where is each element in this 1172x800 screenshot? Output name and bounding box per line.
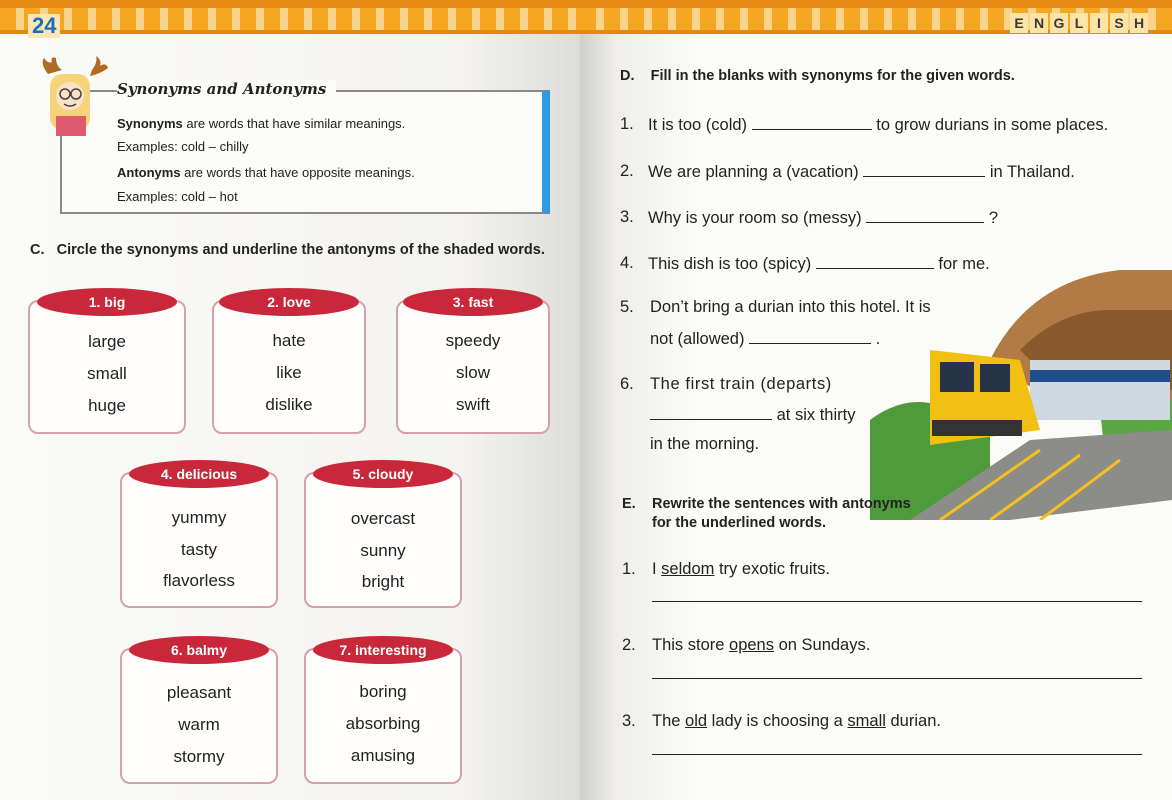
antonyms-definition xyxy=(117,165,415,180)
subject-letter: G xyxy=(1050,13,1068,33)
word-box-label: 5. cloudy xyxy=(313,460,453,488)
item-text: at six thirty xyxy=(776,406,856,424)
item-text: It is too (cold) xyxy=(648,116,748,134)
section-e-label: E. xyxy=(622,496,636,512)
item-number: 6. xyxy=(620,375,634,393)
section-c-instruction: Circle the synonyms and underline the antonyms of the shaded words. xyxy=(56,242,545,258)
synonyms-example: Examples: cold – chilly xyxy=(117,139,249,154)
word-option[interactable]: large xyxy=(88,332,126,351)
antonyms-def-text: are words that have opposite meanings. xyxy=(180,165,415,180)
synonyms-def-text: are words that have similar meanings. xyxy=(182,116,406,131)
word-box-3 xyxy=(396,294,550,434)
answer-line-1[interactable] xyxy=(652,601,1142,602)
item-text: ? xyxy=(988,209,998,227)
moose-mascot-icon xyxy=(34,56,114,136)
item-number: 2. xyxy=(620,162,634,180)
word-box-label: 1. big xyxy=(37,288,177,316)
item-number: 3. xyxy=(620,208,634,226)
word-option[interactable]: yummy xyxy=(171,508,227,527)
section-d-heading xyxy=(620,68,1015,84)
subject-letter: I xyxy=(1090,13,1108,33)
fill-item-3 xyxy=(648,208,998,228)
word-option[interactable]: tasty xyxy=(181,540,217,559)
item-text: on Sundays. xyxy=(774,636,871,654)
word-option[interactable]: huge xyxy=(88,396,126,415)
subject-letter: N xyxy=(1030,13,1048,33)
section-e-heading xyxy=(622,496,911,531)
item-text: to grow durians in some places. xyxy=(876,116,1109,134)
fill-item-4 xyxy=(648,254,990,274)
rewrite-item-3 xyxy=(652,712,941,731)
word-option[interactable]: boring xyxy=(359,682,407,701)
item-text: This dish is too (spicy) xyxy=(648,255,812,273)
subject-letter: H xyxy=(1130,13,1148,33)
subject-letter: L xyxy=(1070,13,1088,33)
word-option[interactable]: dislike xyxy=(265,395,313,414)
word-option[interactable]: flavorless xyxy=(163,571,235,590)
item-number: 1. xyxy=(622,560,636,578)
header-stripe-top xyxy=(0,0,580,8)
word-option[interactable]: amusing xyxy=(350,746,416,765)
item-text: try exotic fruits. xyxy=(714,560,830,578)
word-option[interactable]: absorbing xyxy=(345,714,421,733)
item-number: 1. xyxy=(620,115,634,133)
word-option[interactable]: warm xyxy=(178,715,220,734)
fill-item-2 xyxy=(648,162,1075,182)
info-box xyxy=(60,80,550,214)
word-option[interactable]: stormy xyxy=(173,747,225,766)
word-option[interactable]: hate xyxy=(272,331,306,350)
item-text: durian. xyxy=(885,712,941,730)
answer-blank[interactable] xyxy=(866,208,984,223)
word-box-2 xyxy=(212,294,366,434)
answer-line-3[interactable] xyxy=(652,754,1142,755)
word-box-7 xyxy=(304,642,462,784)
answer-blank[interactable] xyxy=(816,254,934,269)
word-option[interactable]: bright xyxy=(361,572,405,591)
underlined-word: seldom xyxy=(661,560,715,578)
rewrite-item-2 xyxy=(652,636,870,655)
word-box-1 xyxy=(28,294,186,434)
item-text: Why is your room so (messy) xyxy=(648,209,862,227)
item-text: for me. xyxy=(938,255,990,273)
word-box-label: 6. balmy xyxy=(129,636,269,664)
word-box-6 xyxy=(120,642,278,784)
item-number: 4. xyxy=(620,254,634,272)
item-text: not (allowed) xyxy=(650,330,745,348)
word-box-5 xyxy=(304,466,462,608)
section-c-heading xyxy=(30,242,545,258)
item-text: lady is choosing a xyxy=(707,712,848,730)
synonyms-definition xyxy=(117,116,405,131)
fill-item-5-line1: Don’t bring a durian into this hotel. It is xyxy=(650,298,931,316)
word-option[interactable]: speedy xyxy=(445,331,501,350)
answer-line-2[interactable] xyxy=(652,678,1142,679)
item-text: in Thailand. xyxy=(989,163,1075,181)
subject-letter: E xyxy=(1010,13,1028,33)
underlined-word: opens xyxy=(729,636,774,654)
section-d-instruction: Fill in the blanks with synonyms for the given words. xyxy=(650,68,1015,84)
word-option[interactable]: overcast xyxy=(350,509,416,528)
antonyms-example: Examples: cold – hot xyxy=(117,189,238,204)
section-e-instruction-line2: for the underlined words. xyxy=(652,515,827,531)
fill-item-6-line3: in the morning. xyxy=(650,435,760,453)
fill-item-6-line2 xyxy=(650,405,855,425)
item-number: 2. xyxy=(622,636,636,654)
answer-blank[interactable] xyxy=(863,162,985,177)
word-box-label: 7. interesting xyxy=(313,636,453,664)
word-option[interactable]: pleasant xyxy=(166,683,232,702)
word-option[interactable]: swift xyxy=(456,395,490,414)
item-text: We are planning a (vacation) xyxy=(648,163,859,181)
underlined-word: small xyxy=(847,712,886,730)
section-d-label: D. xyxy=(620,68,635,84)
word-option[interactable]: like xyxy=(276,363,302,382)
item-text: I xyxy=(652,560,662,578)
right-page xyxy=(580,0,1172,800)
item-number: 5. xyxy=(620,298,634,316)
rewrite-item-1 xyxy=(652,560,830,579)
item-number: 3. xyxy=(622,712,636,730)
word-option[interactable]: small xyxy=(87,364,127,383)
underlined-word: old xyxy=(685,712,708,730)
word-box-label: 4. delicious xyxy=(129,460,269,488)
page-number: 24 xyxy=(28,14,60,38)
left-page xyxy=(0,0,580,800)
item-text: The xyxy=(652,712,686,730)
subject-letter: S xyxy=(1110,13,1128,33)
word-box-label: 2. love xyxy=(219,288,359,316)
subject-header xyxy=(1010,13,1148,33)
word-box-label: 3. fast xyxy=(403,288,543,316)
section-e-instruction-line1: Rewrite the sentences with antonyms xyxy=(652,496,911,512)
fill-item-6-line1: The first train (departs) xyxy=(650,375,832,393)
answer-blank[interactable] xyxy=(650,405,772,420)
item-text: This store xyxy=(652,636,730,654)
item-text: . xyxy=(875,330,881,348)
word-box-4 xyxy=(120,466,278,608)
synonyms-term: Synonyms xyxy=(117,116,183,131)
antonyms-term: Antonyms xyxy=(117,165,181,180)
answer-blank[interactable] xyxy=(752,115,872,130)
info-box-title: Synonyms and Antonyms xyxy=(117,80,336,98)
answer-blank[interactable] xyxy=(749,329,871,344)
fill-item-5-line2 xyxy=(650,329,880,349)
word-option[interactable]: sunny xyxy=(360,541,406,560)
word-option[interactable]: slow xyxy=(455,363,490,382)
section-c-label: C. xyxy=(30,242,45,258)
fill-item-1 xyxy=(648,115,1108,135)
header-stripe-top xyxy=(580,0,1172,8)
